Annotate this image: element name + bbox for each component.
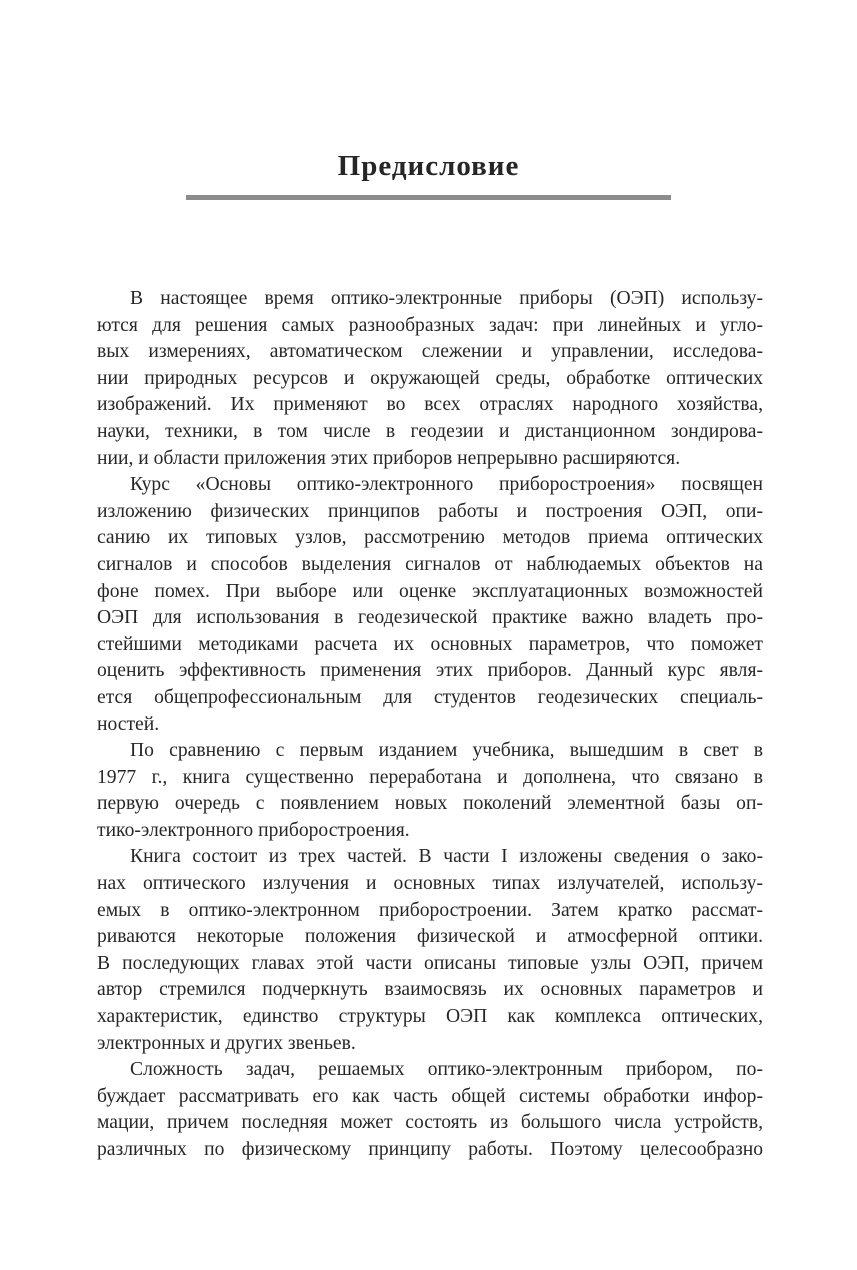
text-line: В последующих главах этой части описаны типовые узлы ОЭП, причем bbox=[97, 952, 763, 974]
text-line: нии, и области приложения этих приборов непрерывно расширяются. bbox=[97, 447, 681, 469]
text-line: ется общепрофессиональным для студентов геодезических специаль- bbox=[97, 686, 763, 708]
text-line: вых измерениях, автоматическом слежении и управлении, исследова- bbox=[97, 341, 763, 363]
text-line: сигналов и способов выделения сигналов от наблюдаемых объектов на bbox=[97, 553, 763, 575]
text-line: автор стремился подчеркнуть взаимосвязь их основных параметров и bbox=[97, 979, 763, 1001]
text-line: По сравнению с первым изданием учебника, вышедшим в свет в bbox=[130, 740, 763, 762]
text-line: емых в оптико-электронном приборостроении. Затем кратко рассмат- bbox=[97, 899, 763, 921]
text-line: стейшими методиками расчета их основных параметров, что поможет bbox=[97, 633, 763, 655]
text-line: Курс «Основы оптико-электронного приборостроения» посвящен bbox=[130, 474, 763, 496]
text-line: ОЭП для использования в геодезической практике важно владеть про- bbox=[97, 607, 763, 629]
text-line: первую очередь с появлением новых поколений элементной базы оп- bbox=[97, 793, 763, 815]
text-line: 1977 г., книга существенно переработана и дополнена, что связано в bbox=[97, 766, 763, 788]
paragraph-1 bbox=[97, 286, 763, 472]
text-line: мации, причем последняя может состоять из большого числа устройств, bbox=[97, 1112, 763, 1134]
text-line: изложению физических принципов работы и построения ОЭП, опи- bbox=[97, 500, 763, 522]
title-underline-rule bbox=[186, 195, 671, 200]
text-line: нии природных ресурсов и окружающей среды, обработке оптических bbox=[97, 367, 763, 389]
paragraph-5 bbox=[97, 1057, 763, 1163]
text-line: электронных и других звеньев. bbox=[97, 1032, 356, 1054]
paragraph-2 bbox=[97, 472, 763, 738]
text-line: Книга состоит из трех частей. В части I изложены сведения о зако- bbox=[130, 846, 763, 868]
text-line: буждает рассматривать его как часть общей системы обработки инфор- bbox=[97, 1085, 763, 1107]
text-line: риваются некоторые положения физической и атмосферной оптики. bbox=[97, 926, 763, 948]
preface-body bbox=[97, 286, 763, 1164]
text-line: тико-электронного приборостроения. bbox=[97, 819, 410, 841]
text-line: Сложность задач, решаемых оптико-электронным прибором, по- bbox=[130, 1059, 763, 1081]
text-line: характеристик, единство структуры ОЭП как комплекса оптических, bbox=[97, 1006, 763, 1028]
text-line: оценить эффективность применения этих приборов. Данный курс явля- bbox=[97, 660, 763, 682]
text-line: науки, техники, в том числе в геодезии и дистанционном зондирова- bbox=[97, 420, 763, 442]
text-line: В настоящее время оптико-электронные приборы (ОЭП) использу- bbox=[130, 288, 763, 309]
paragraph-4 bbox=[97, 844, 763, 1057]
text-line: ются для решения самых разнообразных задач: при линейных и угло- bbox=[97, 314, 763, 336]
paragraph-3 bbox=[97, 738, 763, 844]
text-line: ностей. bbox=[97, 713, 160, 735]
text-line: санию их типовых узлов, рассмотрению методов приема оптических bbox=[97, 527, 763, 549]
text-line: различных по физическому принципу работы. Поэтому целесообразно bbox=[97, 1139, 763, 1160]
text-line: фоне помех. При выборе или оценке эксплуатационных возможностей bbox=[97, 580, 763, 602]
chapter-title: Предисловие bbox=[337, 150, 520, 182]
text-line: нах оптического излучения и основных типах излучателей, использу- bbox=[97, 873, 763, 895]
text-line: изображений. Их применяют во всех отраслях народного хозяйства, bbox=[97, 394, 763, 416]
